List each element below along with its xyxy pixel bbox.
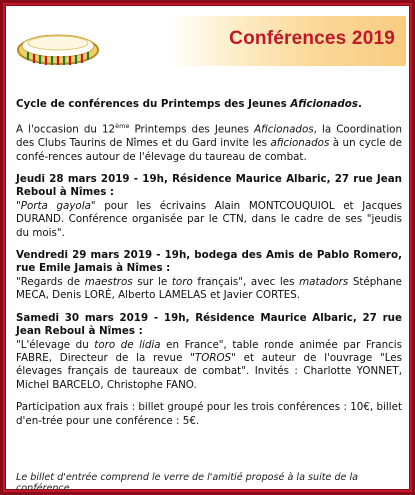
content: [16, 98, 402, 437]
intro-heading: Cycle de conférences du Printemps des Jeunes Aficionados.: [16, 98, 362, 110]
footer-note: Le billet d'entrée comprend le verre de l'amitié proposé à la suite de la conférence.: [16, 472, 359, 494]
event-2-heading: Vendredi 29 mars 2019 - 19h, bodega des Amis de Pablo Romero, rue Emile Jamais à Nîmes :: [16, 249, 402, 275]
event-3: Samedi 30 mars 2019 - 19h, Résidence Maurice Albaric, 27 rue Jean Reboul à Nîmes : "L'élevage du toro de lidia en France", table ronde animée par Francis FABRE, Directeur de la revue "TOROS" et auteur de l'ouvrage "Les élevages français de taureaux de combat". Invités : Charlotte YONNET, Michel BARCELO, Christophe FANO.: [16, 311, 403, 391]
event-1: Jeudi 28 mars 2019 - 19h, Résidence Maurice Albaric, 27 rue Jean Reboul à Nîmes : "Porta gayola" pour les écrivains Alain MONTCOUQUIOL et Jacques DURAND. Conférence organisée par le CTN, dans le cadre de ses "jeudis du mois".: [16, 173, 402, 239]
event-2: Vendredi 29 mars 2019 - 19h, bodega des Amis de Pablo Romero, rue Emile Jamais à Nîmes : "Regards de maestros sur le toro français", avec les matadors Stéphane MECA, Denis LORÉ, Alberto LAMELAS et Javier CORTES.: [16, 249, 403, 302]
pricing: Participation aux frais : billet groupé pour les trois conférences : 10€, billet d'en-trée pour une conférence : 5€.: [16, 401, 402, 427]
intro-paragraph: A l'occasion du 12ème Printemps des Jeunes Aficionados, la Coordination des Clubs Taurins de Nîmes et du Gard invite les aficionados à un cycle de confé-rences autour de l'élevage du taureau de combat.: [16, 122, 403, 163]
header: [6, 6, 409, 84]
event-1-heading: Jeudi 28 mars 2019 - 19h, Résidence Maurice Albaric, 27 rue Jean Reboul à Nîmes :: [16, 173, 402, 199]
bullring-logo-icon: [12, 10, 104, 74]
page-title: Conférences 2019: [229, 28, 395, 49]
event-3-heading: Samedi 30 mars 2019 - 19h, Résidence Maurice Albaric, 27 rue Jean Reboul à Nîmes :: [16, 311, 402, 338]
